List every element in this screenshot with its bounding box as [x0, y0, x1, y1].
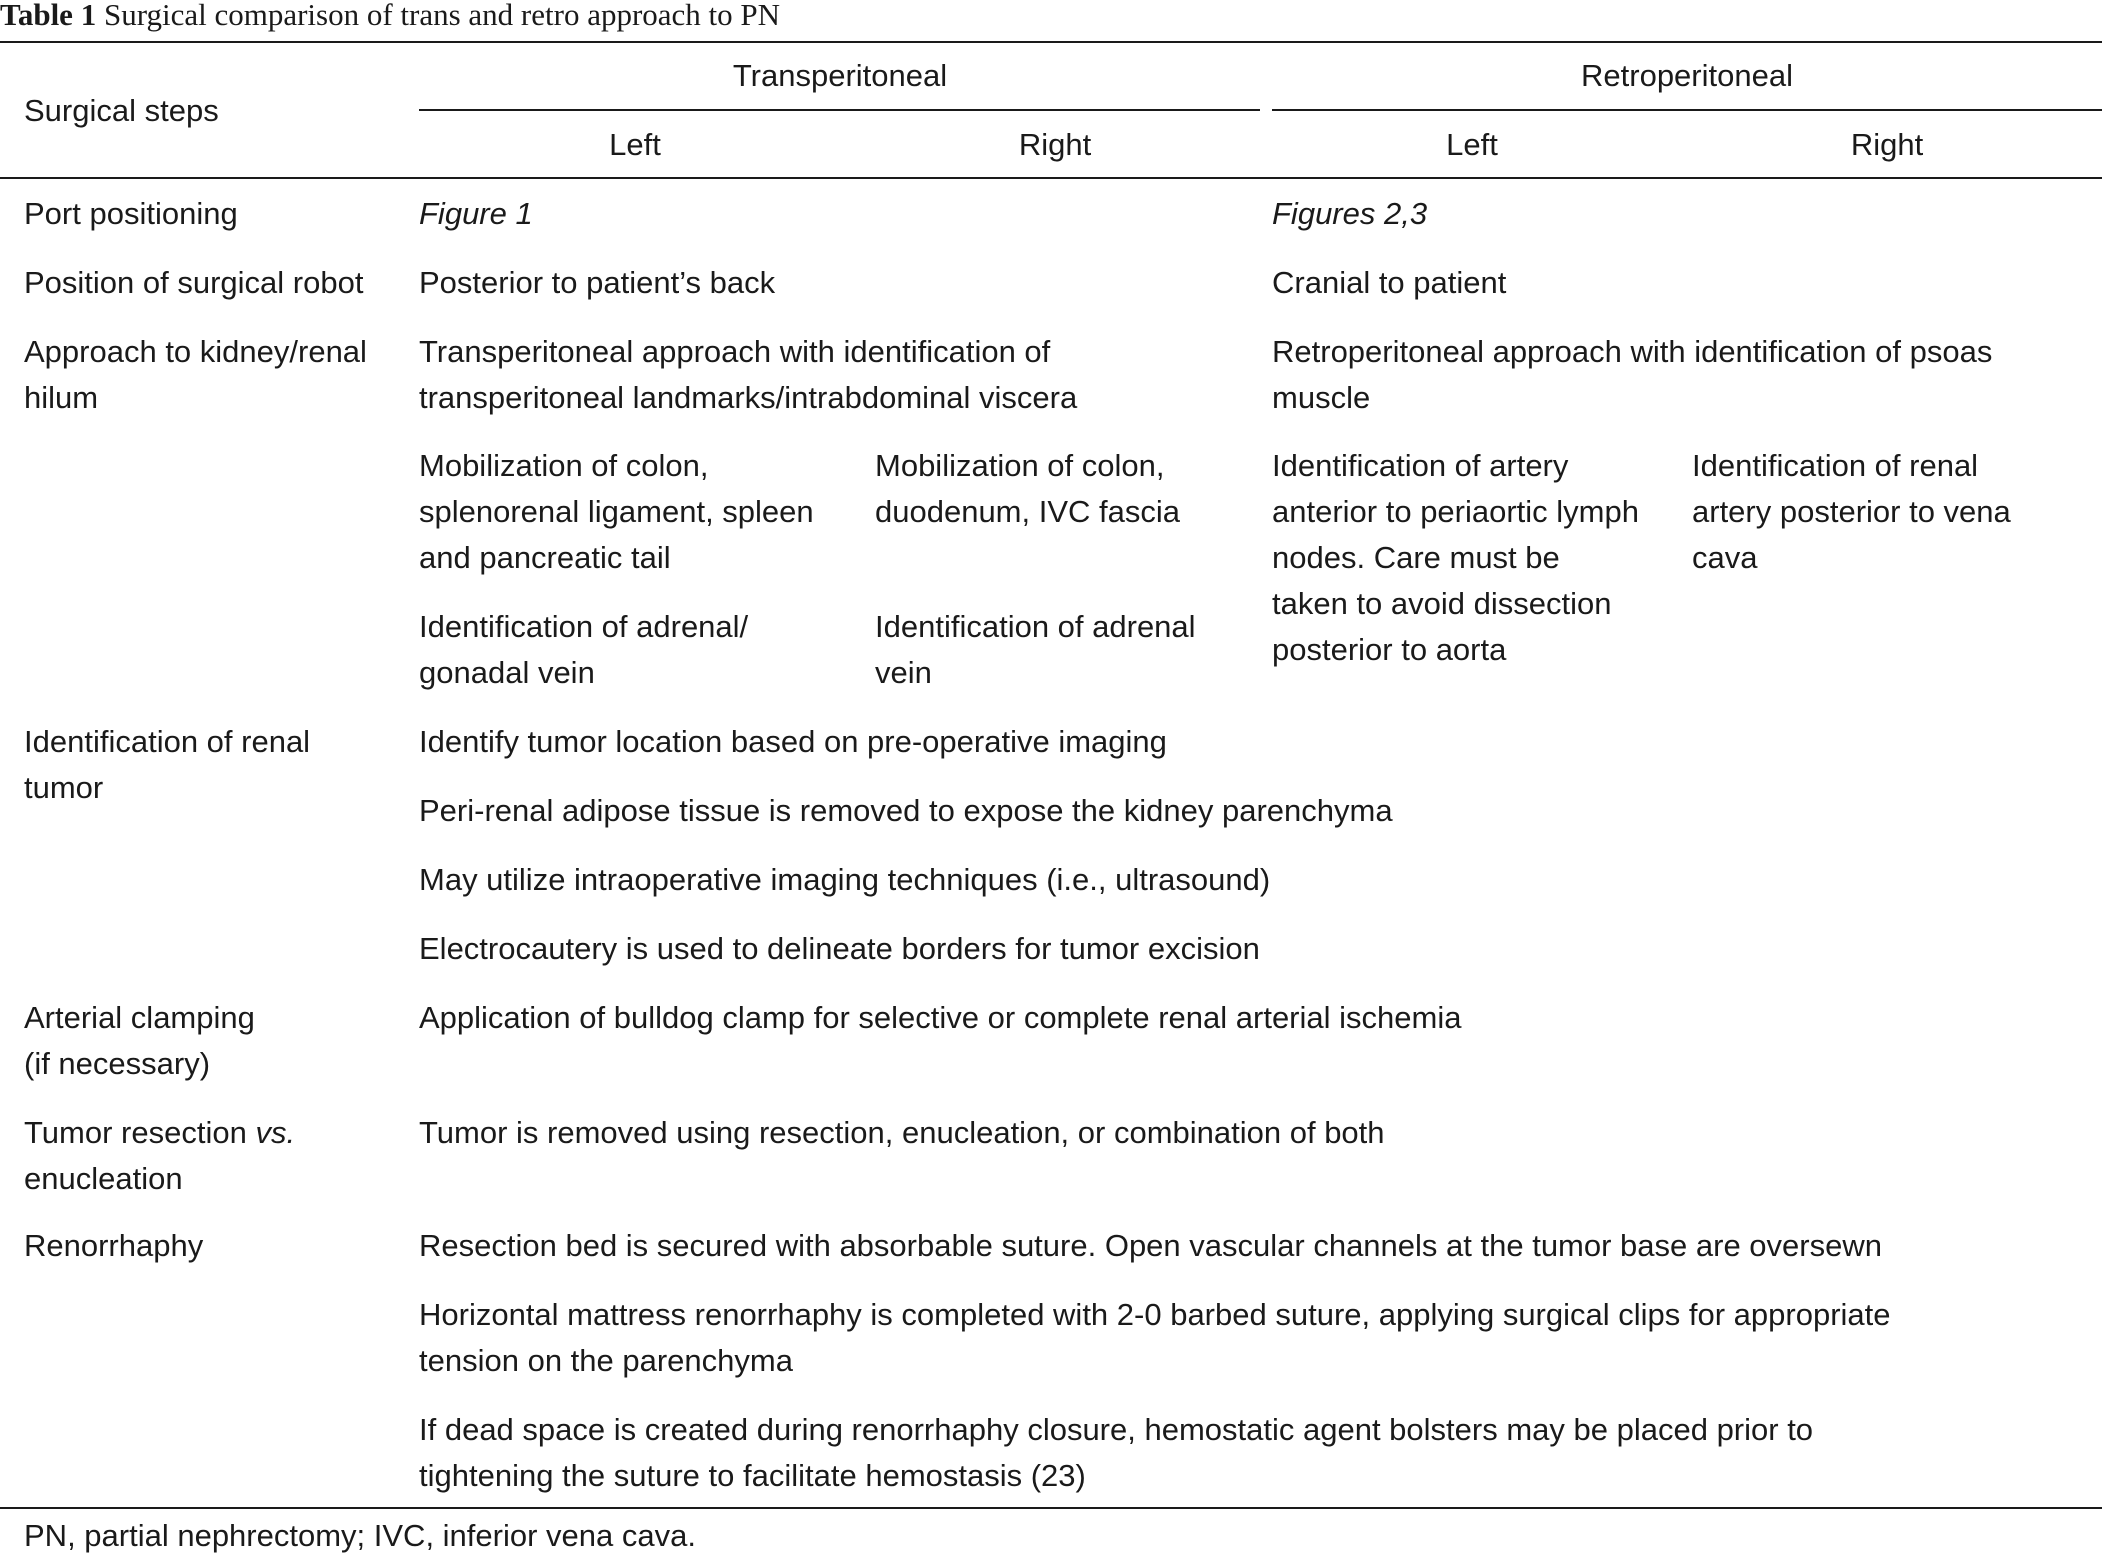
cell-trans-left-mobilization-line3: and pancreatic tail	[419, 540, 671, 575]
step-port-positioning: Port positioning	[24, 196, 238, 231]
cell-trans-left-mobilization-line1: Mobilization of colon,	[419, 448, 709, 483]
table-footnote: PN, partial nephrectomy; IVC, inferior vena cava.	[24, 1518, 696, 1553]
header-retro-left: Left	[1446, 127, 1498, 162]
transperitoneal-group-rule	[419, 109, 1260, 111]
step-tumor-resection-line1	[24, 1110, 295, 1156]
cell-retro-right-line3: cava	[1692, 540, 1758, 575]
bottom-rule	[0, 1507, 2102, 1509]
cell-trans-right-vein-line1: Identification of adrenal	[875, 609, 1196, 644]
cell-tumor-identification-1: Identify tumor location based on pre-operative imaging	[419, 724, 1167, 759]
step-arterial-clamping-line1: Arterial clamping	[24, 1000, 255, 1035]
cell-trans-left-vein-line1: Identification of adrenal/	[419, 609, 749, 644]
cell-tumor-identification-2: Peri-renal adipose tissue is removed to expose the kidney parenchyma	[419, 793, 1393, 828]
cell-approach-retro-line1: Retroperitoneal approach with identification of psoas	[1272, 334, 1993, 369]
header-retro-right: Right	[1850, 127, 1924, 162]
cell-approach-retro-line2: muscle	[1272, 380, 1371, 415]
step-approach-line2: hilum	[24, 380, 99, 415]
cell-approach-trans-line2: transperitoneal landmarks/intrabdominal viscera	[419, 380, 1078, 415]
step-tumor-identification-line1: Identification of renal	[24, 724, 311, 759]
cell-robot-retro: Cranial to patient	[1272, 265, 1507, 300]
step-renorrhaphy: Renorrhaphy	[24, 1228, 204, 1263]
cell-retro-right-line2: artery posterior to vena	[1692, 494, 2011, 529]
cell-retro-left-line1: Identification of artery	[1272, 448, 1569, 483]
cell-retro-left-line4: taken to avoid dissection	[1272, 586, 1612, 621]
step-arterial-clamping-line2: (if necessary)	[24, 1046, 211, 1081]
table-label: Table 1	[0, 0, 97, 32]
cell-trans-right-mobilization-line1: Mobilization of colon,	[875, 448, 1165, 483]
cell-trans-left-mobilization-line2: splenorenal ligament, spleen	[419, 494, 814, 529]
cell-trans-right-vein-line2: vein	[875, 655, 932, 690]
cell-retro-right-line1: Identification of renal	[1692, 448, 1979, 483]
cell-tumor-identification-4: Electrocautery is used to delineate borders for tumor excision	[419, 931, 1260, 966]
step-tumor-resection-text: Tumor resection	[24, 1115, 256, 1150]
header-retroperitoneal: Retroperitoneal	[1581, 58, 1793, 93]
top-rule	[0, 41, 2102, 43]
cell-robot-trans: Posterior to patient’s back	[419, 265, 776, 300]
retroperitoneal-group-rule	[1272, 109, 2102, 111]
header-transperitoneal: Transperitoneal	[732, 58, 948, 93]
table-title: Surgical comparison of trans and retro approach to PN	[103, 0, 781, 32]
step-tumor-resection-vs: vs.	[255, 1115, 296, 1150]
step-tumor-resection-line2: enucleation	[24, 1161, 183, 1196]
cell-approach-trans-line1: Transperitoneal approach with identification of	[419, 334, 1051, 369]
cell-arterial-clamping: Application of bulldog clamp for selective or complete renal arterial ischemia	[419, 1000, 1462, 1035]
cell-retro-left-line2: anterior to periaortic lymph	[1272, 494, 1639, 529]
cell-retro-left-line3: nodes. Care must be	[1272, 540, 1560, 575]
cell-tumor-identification-3: May utilize intraoperative imaging techniques (i.e., ultrasound)	[419, 862, 1271, 897]
cell-port-retro: Figures 2,3	[1272, 196, 1428, 231]
header-rule	[0, 177, 2102, 179]
step-tumor-identification-line2: tumor	[24, 770, 104, 805]
cell-renorrhaphy-2-line2: tension on the parenchyma	[419, 1343, 793, 1378]
table-caption	[0, 0, 780, 32]
cell-renorrhaphy-3-line2: tightening the suture to facilitate hemostasis (23)	[419, 1458, 1086, 1493]
cell-renorrhaphy-1: Resection bed is secured with absorbable suture. Open vascular channels at the tumor base are oversewn	[419, 1228, 1882, 1263]
cell-tumor-resection: Tumor is removed using resection, enucleation, or combination of both	[419, 1115, 1385, 1150]
cell-retro-left-line5: posterior to aorta	[1272, 632, 1507, 667]
step-robot-position: Position of surgical robot	[24, 265, 364, 300]
header-surgical-steps: Surgical steps	[24, 93, 219, 128]
header-trans-left: Left	[609, 127, 661, 162]
cell-renorrhaphy-2-line1: Horizontal mattress renorrhaphy is completed with 2-0 barbed suture, applying surgical clips for appropriate	[419, 1297, 1891, 1332]
cell-trans-left-vein-line2: gonadal vein	[419, 655, 595, 690]
cell-port-trans: Figure 1	[419, 196, 533, 231]
cell-renorrhaphy-3-line1: If dead space is created during renorrhaphy closure, hemostatic agent bolsters may be placed prior to	[419, 1412, 1814, 1447]
step-approach-line1: Approach to kidney/renal	[24, 334, 367, 369]
cell-trans-right-mobilization-line2: duodenum, IVC fascia	[875, 494, 1181, 529]
header-trans-right: Right	[1018, 127, 1092, 162]
